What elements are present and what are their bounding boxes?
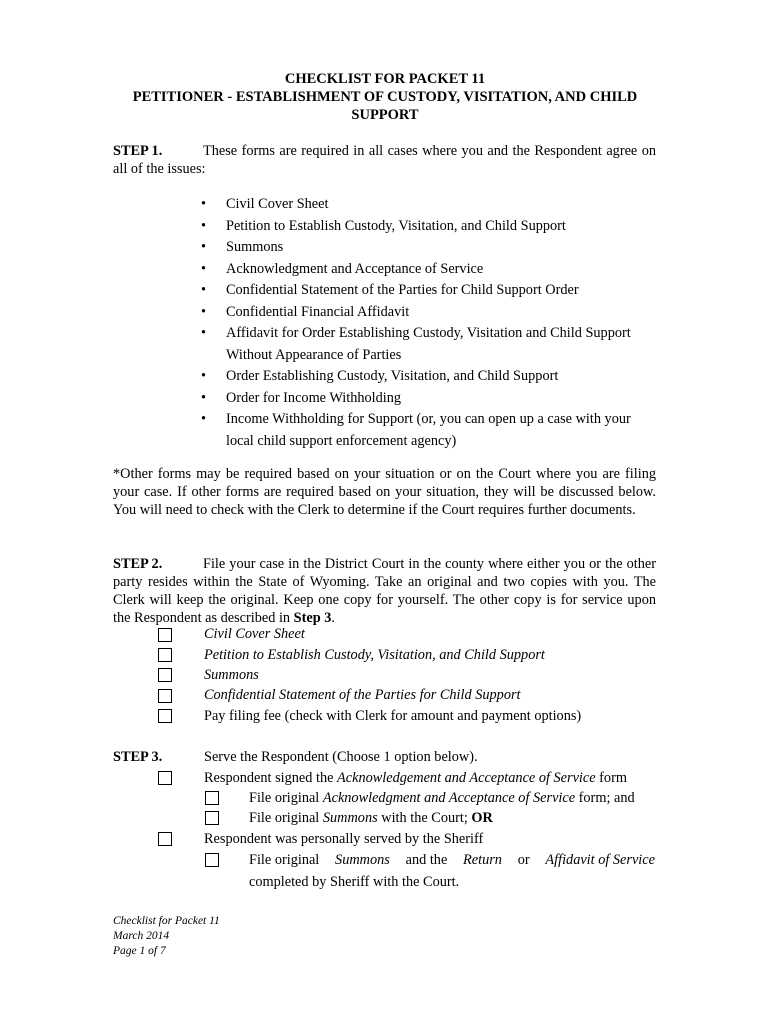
document-title: CHECKLIST FOR PACKET 11 <box>284 71 486 87</box>
list-item: • Confidential Financial Affidavit <box>201 303 410 320</box>
checklist-item: Pay filing fee (check with Clerk for amount and payment options) <box>204 708 582 724</box>
step1-label: STEP 1. <box>113 143 163 159</box>
list-item: • Order Establishing Custody, Visitation, and Child Support <box>201 368 559 384</box>
step3-option2-item-a: File original Summons and the Return or Affidavit of Service <box>249 852 655 868</box>
list-item: • Petition to Establish Custody, Visitation, and Child Support <box>201 217 566 234</box>
checkbox[interactable] <box>158 648 172 662</box>
checklist-item: Summons <box>204 667 259 683</box>
step3-option1: Respondent signed the Acknowledgement and Acceptance of Service form <box>204 770 627 786</box>
footer-doc-name: Checklist for Packet 11 <box>113 915 220 927</box>
step1-forms-list <box>200 194 670 452</box>
checkbox[interactable] <box>158 628 172 642</box>
checkbox[interactable] <box>205 853 219 867</box>
checkbox[interactable] <box>205 791 219 805</box>
checkbox[interactable] <box>158 832 172 846</box>
step1-note: *Other forms may be required based on your situation or on the Court where you are filing your case. If other forms are required based on your situation, they will be discussed below. You will need to check with the Clerk to determine if the Court requires further documents. <box>113 466 656 518</box>
list-item: • Acknowledgment and Acceptance of Service <box>201 260 484 277</box>
document-subtitle-line2: SUPPORT <box>351 107 419 123</box>
checklist-item: Confidential Statement of the Parties for Child Support <box>204 687 521 703</box>
step3-intro: Serve the Respondent (Choose 1 option below). <box>204 749 478 765</box>
step1-paragraph <box>113 142 656 178</box>
step3-label: STEP 3. <box>113 749 163 765</box>
list-item: • Summons <box>201 239 284 255</box>
checkbox[interactable] <box>158 689 172 703</box>
step3-option2-item-a-cont: completed by Sheriff with the Court. <box>249 874 460 890</box>
checkbox[interactable] <box>205 811 219 825</box>
checkbox[interactable] <box>158 709 172 723</box>
step3-option2: Respondent was personally served by the Sheriff <box>204 831 484 847</box>
footer-date: March 2014 <box>113 930 170 942</box>
footer-page-number: Page 1 of 7 <box>113 945 166 957</box>
list-item: • Income Withholding for Support (or, you can open up a case with your local child support enforcement agency) <box>201 411 631 449</box>
list-item: • Affidavit for Order Establishing Custody, Visitation and Child Support Without Appearance of Parties <box>201 325 631 363</box>
list-item: • Confidential Statement of the Parties for Child Support Order <box>201 282 579 298</box>
step1-text: These forms are required in all cases where you and the Respondent agree on all of the issues: <box>113 143 656 177</box>
checkbox[interactable] <box>158 668 172 682</box>
checklist-item: Petition to Establish Custody, Visitation, and Child Support <box>204 647 545 663</box>
step3-option1-item-a: File original Acknowledgment and Acceptance of Service form; and <box>249 790 635 806</box>
list-item: • Civil Cover Sheet <box>201 196 329 212</box>
step2-paragraph: STEP 2. File your case in the District Court in the county where either you or the other party resides within the State of Wyoming. Take an original and two copies with you. The Clerk will keep the original. Keep one copy for yourself. The other copy is for service upon the Respondent as described in Step 3. <box>113 556 656 626</box>
step2-label: STEP 2. <box>113 556 163 572</box>
document-subtitle-line1: PETITIONER - ESTABLISHMENT OF CUSTODY, VISITATION, AND CHILD <box>132 89 638 105</box>
page-footer <box>113 914 220 959</box>
checklist-item: Civil Cover Sheet <box>204 626 305 642</box>
list-item: • Order for Income Withholding <box>201 389 402 406</box>
step3-option1-item-b: File original Summons with the Court; OR <box>249 810 493 826</box>
checkbox[interactable] <box>158 771 172 785</box>
